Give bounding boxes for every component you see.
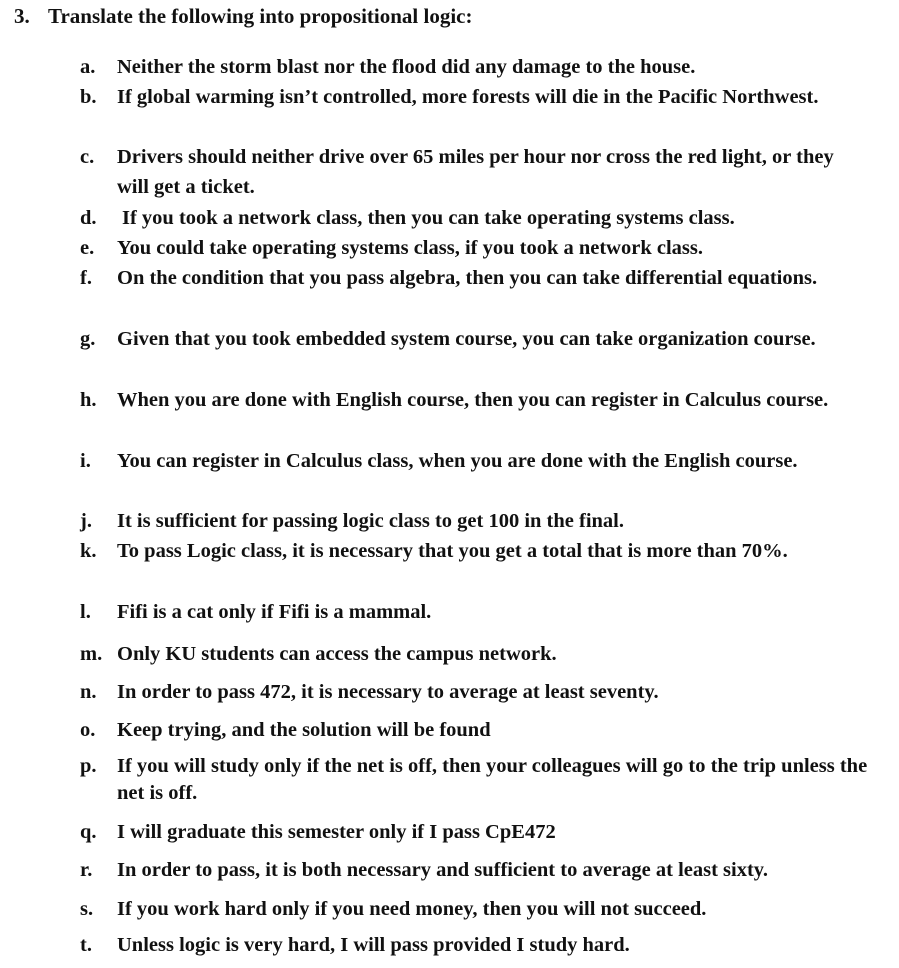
item-text: Unless logic is very hard, I will pass provided I study hard. [117,934,630,956]
item-text: In order to pass, it is both necessary and sufficient to average at least sixty. [117,859,769,881]
list-item-i [80,446,870,477]
item-text: Fifi is a cat only if Fifi is a mammal. [117,601,432,623]
list-item-j [80,506,870,536]
item-label: g. [80,328,96,350]
item-label: r. [80,859,93,881]
list-item-l [80,597,870,627]
item-text: You can register in Calculus class, when you are done with the English course. [117,450,798,472]
list-item-e [80,233,870,263]
item-text: It is sufficient for passing logic class to get 100 in the final. [117,510,624,532]
list-item-f [80,263,870,294]
item-label: b. [80,86,97,108]
list-item-b [80,82,870,113]
question-number: 3. [14,4,30,28]
list-item-c [80,142,870,202]
list-item-t [80,930,870,960]
item-label: s. [80,898,94,920]
item-label: f. [80,267,92,289]
item-label: o. [80,719,96,741]
item-text: In order to pass 472, it is necessary to average at least seventy. [117,681,659,703]
question-heading [14,2,473,30]
item-text: When you are done with English course, then you can register in Calculus course. [117,389,829,411]
list-item-s [80,894,870,924]
item-text: To pass Logic class, it is necessary that you get a total that is more than 70%. [117,540,788,562]
item-label: t. [80,934,92,956]
item-text: If you work hard only if you need money, then you will not succeed. [117,898,707,920]
list-item-p [80,753,870,807]
item-label: k. [80,540,97,562]
item-text: If you took a network class, then you can take operating systems class. [122,207,735,229]
item-label: j. [80,510,92,532]
item-text: Only KU students can access the campus network. [117,643,557,665]
list-item-k [80,536,870,567]
item-text: Neither the storm blast nor the flood did any damage to the house. [117,56,696,78]
list-item-n [80,677,870,707]
list-item-o [80,715,870,745]
list-item-m [80,639,870,669]
item-text: On the condition that you pass algebra, then you can take differential equations. [117,267,818,289]
item-text: Given that you took embedded system course, you can take organization course. [117,328,816,350]
item-label: h. [80,389,97,411]
item-label: i. [80,450,91,472]
item-label: a. [80,56,96,78]
item-label: c. [80,146,95,168]
item-text: Drivers should neither drive over 65 miles per hour nor cross the red light, or they will get a ticket. [117,146,834,198]
item-label: e. [80,237,95,259]
item-label: l. [80,601,91,623]
list-item-q [80,817,870,847]
item-text: If global warming isn’t controlled, more forests will die in the Pacific Northwest. [117,86,819,108]
item-text: Keep trying, and the solution will be found [117,719,491,741]
item-text: I will graduate this semester only if I pass CpE472 [117,821,556,843]
item-text: You could take operating systems class, if you took a network class. [117,237,703,259]
item-text: If you will study only if the net is off, then your colleagues will go to the trip unless the net is off. [117,755,868,804]
list-item-a [80,52,870,82]
item-label: n. [80,681,97,703]
question-prompt: Translate the following into propositional logic: [48,4,473,28]
list-item-r [80,855,870,885]
item-label: p. [80,755,97,777]
item-label: q. [80,821,97,843]
item-label: m. [80,643,103,665]
list-item-h [80,385,870,416]
list-item-g [80,324,870,355]
list-item-d [80,203,870,233]
item-label: d. [80,207,97,229]
